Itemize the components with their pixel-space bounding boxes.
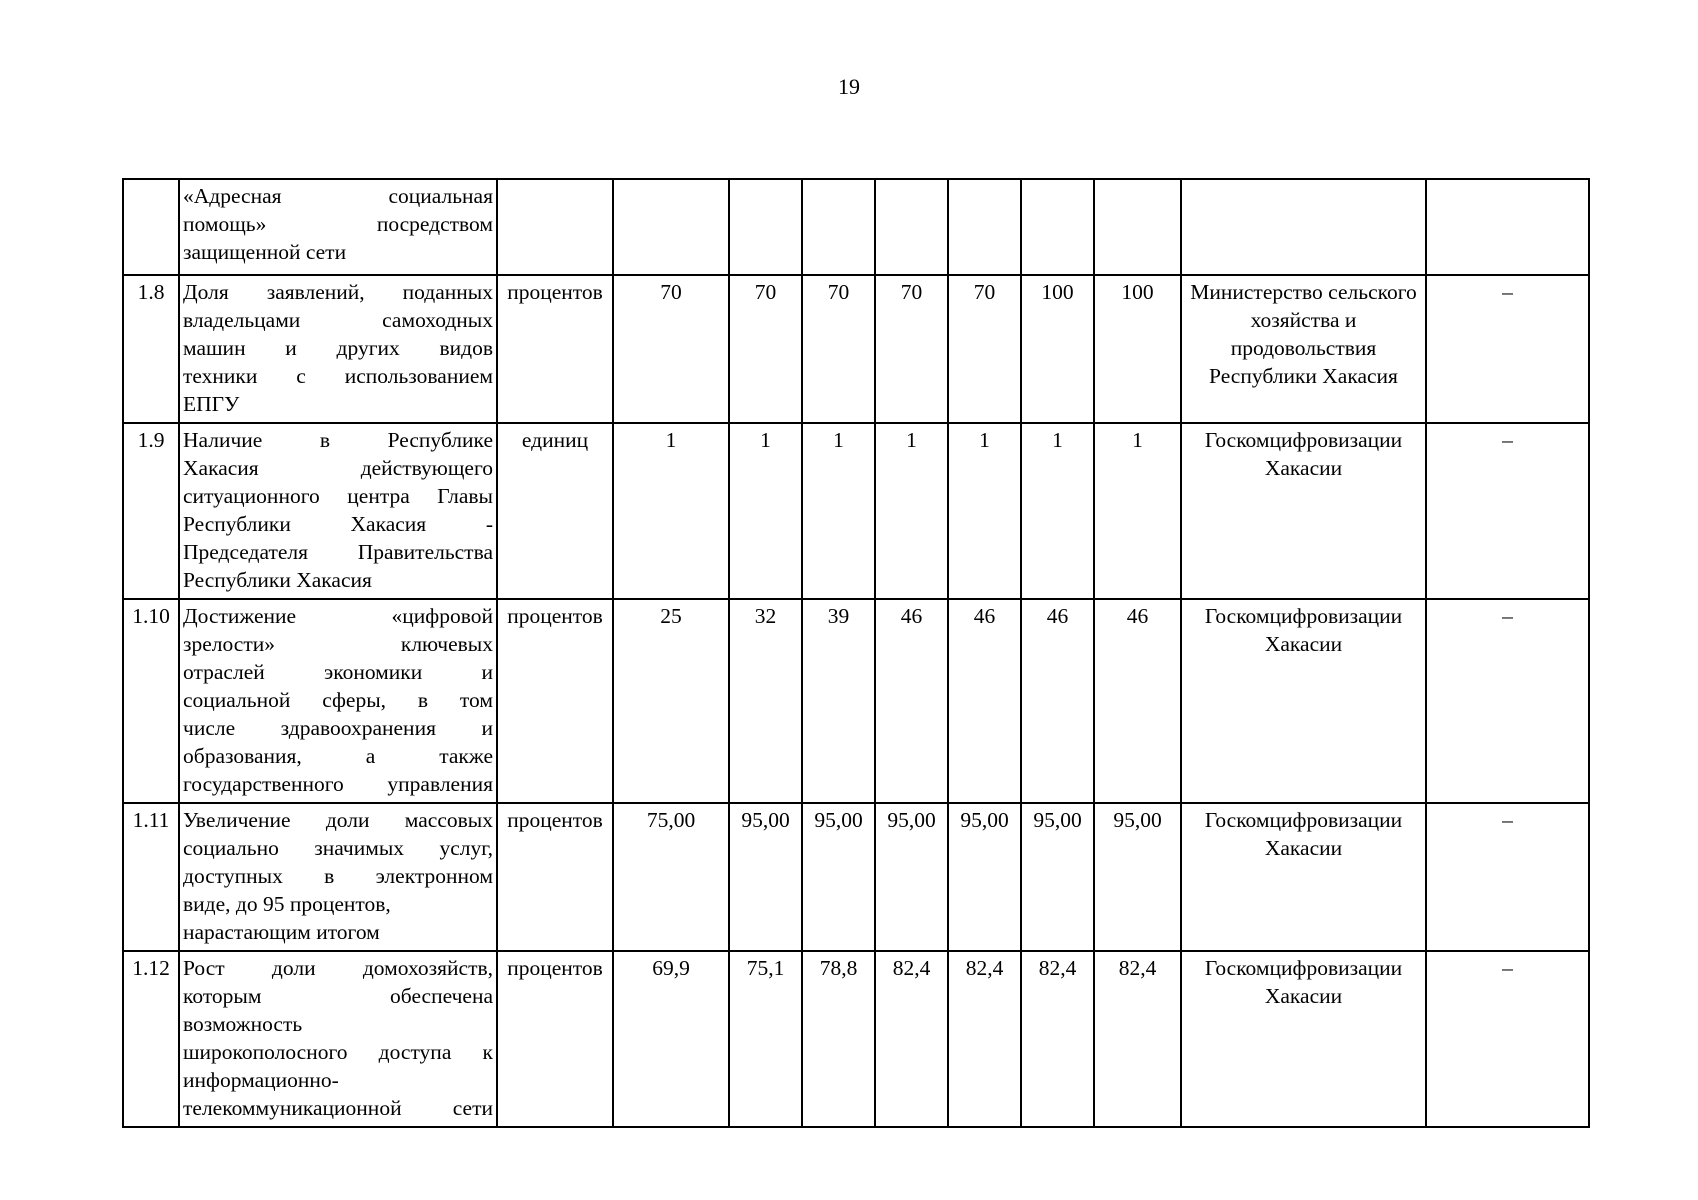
- indicator-name-line: защищенной сети: [183, 240, 347, 264]
- value-cell: 1: [948, 423, 1021, 599]
- table-row: [123, 951, 1589, 1127]
- indicator-name: [179, 179, 497, 275]
- responsible-executor: Госкомцифровизации Хакасии: [1181, 423, 1426, 599]
- value-cell: 1: [613, 423, 729, 599]
- indicator-name-line: широкополосного доступа к: [183, 1040, 493, 1064]
- value-cell: 95,00: [1021, 803, 1094, 951]
- row-number: 1.10: [123, 599, 179, 803]
- row-number: 1.9: [123, 423, 179, 599]
- indicator-name-line: которым обеспечена: [183, 984, 493, 1008]
- row-number: 1.11: [123, 803, 179, 951]
- value-cell: 1: [1094, 423, 1181, 599]
- indicator-name-line: машин и других видов: [183, 336, 493, 360]
- value-cell: 95,00: [802, 803, 875, 951]
- value-cell: 70: [729, 275, 802, 423]
- indicator-name-line: техники с использованием: [183, 364, 493, 388]
- note-cell: –: [1426, 275, 1589, 423]
- indicator-name-line: возможность: [183, 1012, 303, 1036]
- indicator-name-line: государственного управления: [183, 772, 493, 796]
- page-number: 19: [838, 74, 860, 99]
- responsible-executor: Госкомцифровизации Хакасии: [1181, 951, 1426, 1127]
- note-cell: –: [1426, 599, 1589, 803]
- value-cell: 78,8: [802, 951, 875, 1127]
- indicator-name-line: Хакасия действующего: [183, 456, 493, 480]
- note-cell: –: [1426, 423, 1589, 599]
- value-cell: 70: [875, 275, 948, 423]
- responsible-executor: Министерство сельского хозяйства и продовольствия Республики Хакасия: [1181, 275, 1426, 423]
- indicator-name-line: «Адресная социальная: [183, 184, 493, 208]
- table-row: [123, 599, 1589, 803]
- value-cell: 95,00: [1094, 803, 1181, 951]
- indicator-name-line: доступных в электронном: [183, 864, 493, 888]
- value-cell: 100: [1021, 275, 1094, 423]
- note-cell: –: [1426, 803, 1589, 951]
- indicator-name-line: Доля заявлений, поданных: [183, 280, 493, 304]
- value-cell: 1: [875, 423, 948, 599]
- indicator-name: [179, 275, 497, 423]
- value-cell: 100: [1094, 275, 1181, 423]
- value-cell: 46: [948, 599, 1021, 803]
- value-cell: 69,9: [613, 951, 729, 1127]
- responsible-executor: Госкомцифровизации Хакасии: [1181, 803, 1426, 951]
- indicator-name-line: образования, а также: [183, 744, 493, 768]
- row-number: 1.12: [123, 951, 179, 1127]
- indicator-name-line: социальной сферы, в том: [183, 688, 493, 712]
- note-cell: [1426, 179, 1589, 275]
- value-cell: [875, 179, 948, 275]
- indicator-name-line: отраслей экономики и: [183, 660, 493, 684]
- value-cell: 95,00: [875, 803, 948, 951]
- table-row: [123, 423, 1589, 599]
- indicator-name-line: социально значимых услуг,: [183, 836, 493, 860]
- value-cell: [729, 179, 802, 275]
- indicator-name-line: помощь» посредством: [183, 212, 493, 236]
- value-cell: [613, 179, 729, 275]
- value-cell: 82,4: [1094, 951, 1181, 1127]
- unit-of-measure: процентов: [497, 275, 613, 423]
- value-cell: 70: [948, 275, 1021, 423]
- value-cell: 46: [1021, 599, 1094, 803]
- responsible-executor: [1181, 179, 1426, 275]
- value-cell: 32: [729, 599, 802, 803]
- note-cell: –: [1426, 951, 1589, 1127]
- table-row: [123, 275, 1589, 423]
- value-cell: 1: [1021, 423, 1094, 599]
- value-cell: 39: [802, 599, 875, 803]
- unit-of-measure: процентов: [497, 951, 613, 1127]
- indicator-name-line: Рост доли домохозяйств,: [183, 956, 493, 980]
- value-cell: 75,1: [729, 951, 802, 1127]
- indicator-name-line: Председателя Правительства: [183, 540, 493, 564]
- value-cell: [1021, 179, 1094, 275]
- value-cell: 70: [802, 275, 875, 423]
- table-row: [123, 803, 1589, 951]
- indicator-name-line: нарастающим итогом: [183, 920, 380, 944]
- unit-of-measure: [497, 179, 613, 275]
- table-row: [123, 179, 1589, 275]
- indicators-table: [122, 178, 1590, 1128]
- row-number: 1.8: [123, 275, 179, 423]
- value-cell: 95,00: [948, 803, 1021, 951]
- responsible-executor: Госкомцифровизации Хакасии: [1181, 599, 1426, 803]
- value-cell: [1094, 179, 1181, 275]
- value-cell: [948, 179, 1021, 275]
- indicator-name-line: Достижение «цифровой: [183, 604, 493, 628]
- value-cell: [802, 179, 875, 275]
- indicator-name-line: Республики Хакасия: [183, 568, 372, 592]
- value-cell: 95,00: [729, 803, 802, 951]
- row-number: [123, 179, 179, 275]
- indicator-name-line: информационно-: [183, 1068, 339, 1092]
- indicator-name-line: ситуационного центра Главы: [183, 484, 493, 508]
- indicator-name-line: владельцами самоходных: [183, 308, 493, 332]
- unit-of-measure: единиц: [497, 423, 613, 599]
- indicator-name-line: ЕПГУ: [183, 392, 240, 416]
- value-cell: 1: [729, 423, 802, 599]
- indicator-name-line: Республики Хакасия -: [183, 512, 493, 536]
- indicator-name: [179, 599, 497, 803]
- indicator-name-line: зрелости» ключевых: [183, 632, 493, 656]
- value-cell: 82,4: [948, 951, 1021, 1127]
- indicator-name: [179, 803, 497, 951]
- table-body: [123, 179, 1589, 1127]
- unit-of-measure: процентов: [497, 803, 613, 951]
- indicator-name: [179, 951, 497, 1127]
- value-cell: 82,4: [1021, 951, 1094, 1127]
- value-cell: 46: [875, 599, 948, 803]
- unit-of-measure: процентов: [497, 599, 613, 803]
- indicator-name-line: телекоммуникационной сети: [183, 1096, 493, 1120]
- value-cell: 70: [613, 275, 729, 423]
- value-cell: 1: [802, 423, 875, 599]
- value-cell: 75,00: [613, 803, 729, 951]
- value-cell: 46: [1094, 599, 1181, 803]
- value-cell: 25: [613, 599, 729, 803]
- indicator-name-line: Наличие в Республике: [183, 428, 493, 452]
- indicator-name-line: Увеличение доли массовых: [183, 808, 493, 832]
- value-cell: 82,4: [875, 951, 948, 1127]
- indicator-name-line: виде, до 95 процентов,: [183, 892, 391, 916]
- indicator-name-line: числе здравоохранения и: [183, 716, 493, 740]
- indicator-name: [179, 423, 497, 599]
